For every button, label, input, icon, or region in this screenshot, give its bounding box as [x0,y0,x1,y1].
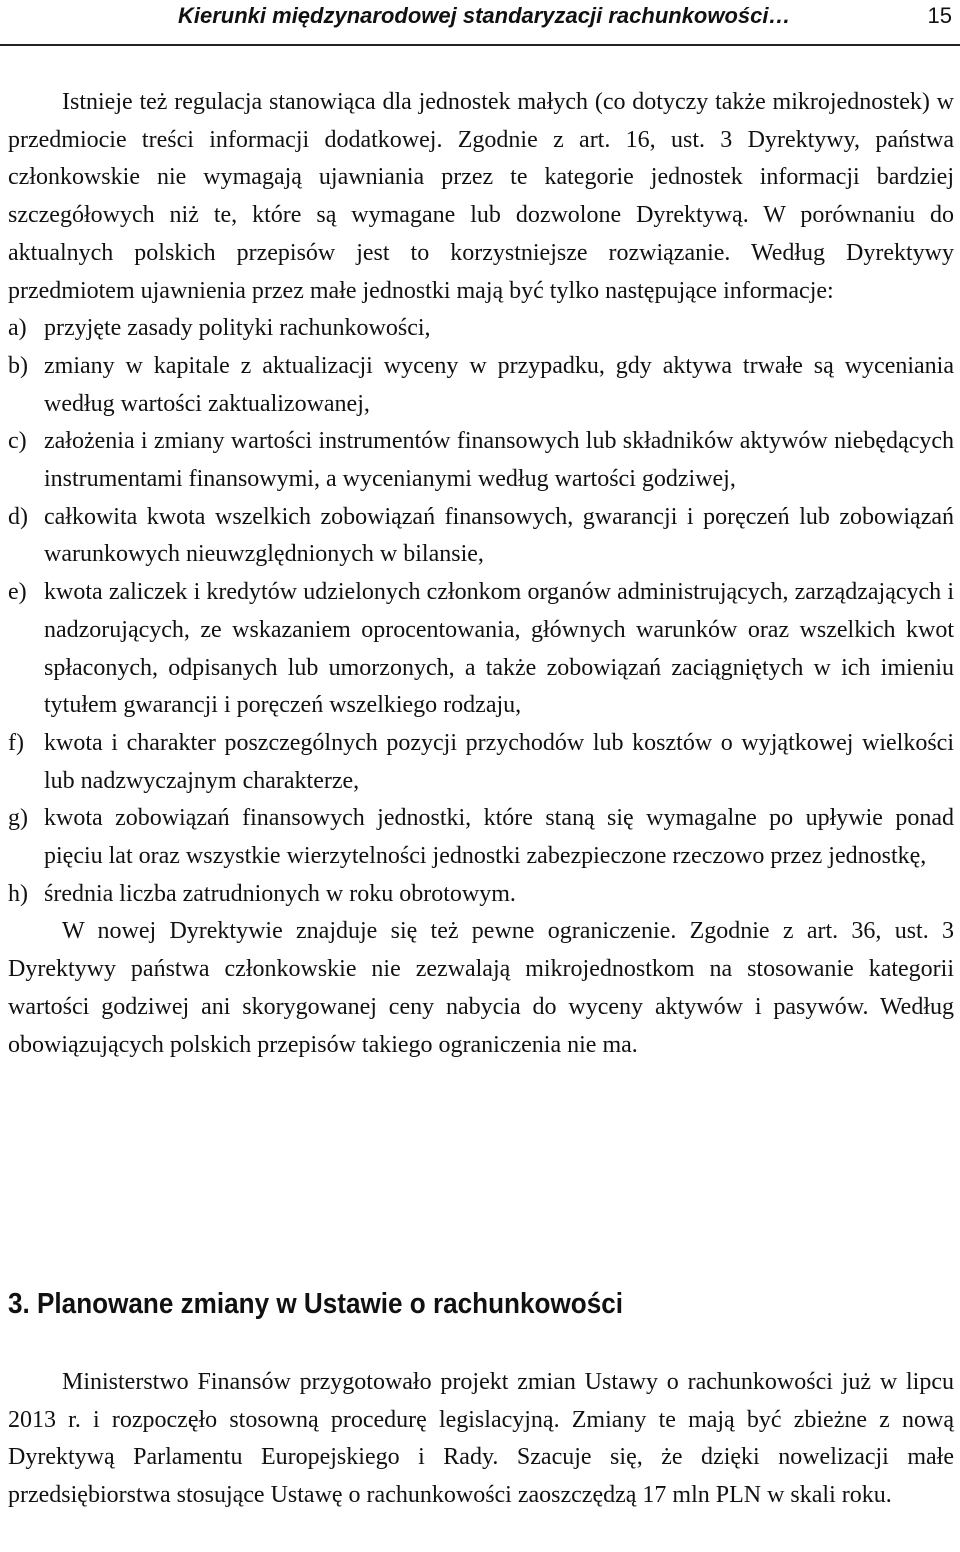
list-marker: f) [8,729,24,756]
list-item-text: kwota zobowiązań finansowych jednostki, które staną się wymagalne po upływie ponad pięciu lat oraz wszystkie wierzytelności jednostki zabezpieczone rzeczowo przez jednostkę, [44,805,954,870]
list-item [8,800,954,875]
list-marker: d) [8,503,28,530]
page-number: 15 [927,3,952,28]
list-item-text: kwota i charakter poszczególnych pozycji przychodów lub kosztów o wyjątkowej wielkości lub nadzwyczajnym charakterze, [44,729,954,794]
list-item [8,876,954,914]
list-marker: e) [8,579,27,606]
closing-paragraph: W nowej Dyrektywie znajduje się też pewne ograniczenie. Zgodnie z art. 36, ust. 3 Dyrektywy państwa członkowskie nie zezwalają mikrojednostkom na stosowanie kategorii wartości godziwej ani skorygowanej ceny nabycia do wyceny aktywów i pasywów. Według obowiązujących polskich przepisów takiego ograniczenia nie ma. [8,918,954,1058]
list-item-text: średnia liczba zatrudnionych w roku obrotowym. [44,880,516,907]
section-text-block [8,1364,954,1515]
list-item [8,574,954,725]
list-marker: b) [8,352,28,379]
list-marker: g) [8,805,28,832]
list-marker: h) [8,880,28,907]
section-heading: 3. Planowane zmiany w Ustawie o rachunkowości [8,1288,623,1320]
main-text-block [8,84,954,1064]
list-item [8,423,954,498]
list-item [8,310,954,348]
list-item-text: przyjęte zasady polityki rachunkowości, [44,315,431,342]
list-item-text: całkowita kwota wszelkich zobowiązań finansowych, gwarancji i poręczeń lub zobowiązań warunkowych nieuwzględnionych w bilansie, [44,503,954,568]
list-item [8,348,954,423]
list-item-text: kwota zaliczek i kredytów udzielonych członkom organów administrujących, zarządzających i nadzorujących, ze wskazaniem oprocentowania, głównych warunków oraz wszelkich kwot spłaconych, odpisanych lub umorzonych, a także zobowiązań zaciągniętych w ich imieniu tytułem gwarancji i poręczeń wszelkiego rodzaju, [44,579,954,719]
list-item-text: zmiany w kapitale z aktualizacji wyceny w przypadku, gdy aktywa trwałe są wyceniania według wartości zaktualizowanej, [44,352,954,417]
running-header [0,0,960,46]
list-marker: c) [8,428,27,455]
section-paragraph: Ministerstwo Finansów przygotowało projekt zmian Ustawy o rachunkowości już w lipcu 2013 r. i rozpoczęło stosowną procedurę legislacyjną. Zmiany te mają być zbieżne z nową Dyrektywą Parlamentu Europejskiego i Rady. Szacuje się, że dzięki nowelizacji małe przedsiębiorstwa stosujące Ustawę o rachunkowości zaoszczędzą 17 mln PLN w skali roku. [8,1369,954,1509]
running-title: Kierunki międzynarodowej standaryzacji rachunkowości… [178,3,791,28]
list-marker: a) [8,315,27,342]
list-item-text: założenia i zmiany wartości instrumentów finansowych lub składników aktywów niebędących instrumentami finansowymi, a wycenianymi według wartości godziwej, [44,428,954,493]
list-item [8,499,954,574]
list-item [8,725,954,800]
intro-paragraph: Istnieje też regulacja stanowiąca dla jednostek małych (co dotyczy także mikrojednostek) w przedmiocie treści informacji dodatkowej. Zgodnie z art. 16, ust. 3 Dyrektywy, państwa członkowskie nie wymagają ujawniania przez te kategorie jednostek informacji bardziej szczegółowych niż te, które są wymagane lub dozwolone Dyrektywą. W porównaniu do aktualnych polskich przepisów jest to korzystniejsze rozwiązanie. Według Dyrektywy przedmiotem ujawnienia przez małe jednostki mają być tylko następujące informacje: [8,89,954,304]
disclosure-list [8,310,954,913]
